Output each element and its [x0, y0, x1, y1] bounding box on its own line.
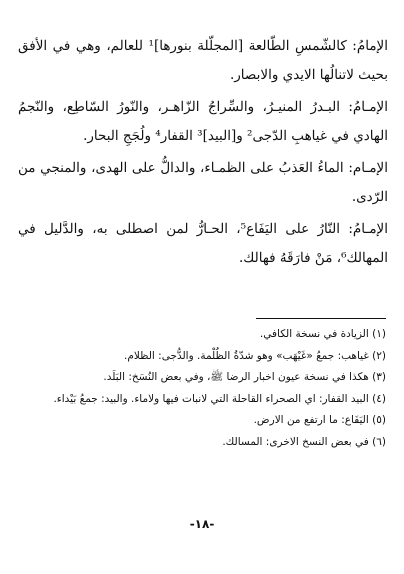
footnote-1: (١) الزيادة في نسخة الكافي.	[259, 328, 386, 340]
footnote-3: (٣) هكذا في نسخة عيون اخبار الرضا ﷺ، وفي بعض النُسَخ: البَلَد.	[103, 371, 386, 383]
footnote-divider	[256, 318, 386, 319]
footnote-4: (٤) البيد القفار: اي الصحراء القاحلة التي لانبات فيها ولاماء. والبيد: جمعُ بَيْداء.	[53, 392, 386, 405]
page-number: -١٨-	[189, 517, 215, 531]
paragraph-moon: الإمـامُ: البـدرُ المنيـرُ، والسِّراجُ الزّاهـر، والنّورُ السّاطِع، والنّجمُ الهادي في غياهبِ الدّجى² و[البيد]³ القفار⁴ ولُجَجِ البحار.	[18, 99, 388, 144]
footnote-2: (٢) غياهب: جمعُ «غَيْهَب» وهو شدّةُ الظُلْمة. والدُّجى: الظلام.	[124, 349, 386, 362]
main-text	[18, 32, 388, 276]
paragraph-water: الإمـام: الماءُ العَذبُ على الظمـاء، والدالُّ على الهدى، والمنجي من الرّدى.	[18, 160, 388, 205]
footnotes	[20, 324, 386, 453]
footnote-5: (٥) اليَفَاع: ما ارتفع من الارض.	[253, 414, 386, 426]
paragraph-fire: الإمـامُ: النّارُ على اليَفَاع⁵، الحـارُّ لمن اصطلى به، والدَّليل في المهالك⁶، مَنْ فارَقَهُ فهالك.	[18, 221, 389, 266]
paragraph-sun: الإمامُ: كالشّمسِ الطّالعة [المجلّلة بنورها]¹ للعالم، وهي في الأفق بحيث لاتنالُها الايدي والابصار.	[18, 38, 388, 83]
footnote-6: (٦) في بعض النسخ الاخرى: المسالك.	[222, 435, 386, 448]
